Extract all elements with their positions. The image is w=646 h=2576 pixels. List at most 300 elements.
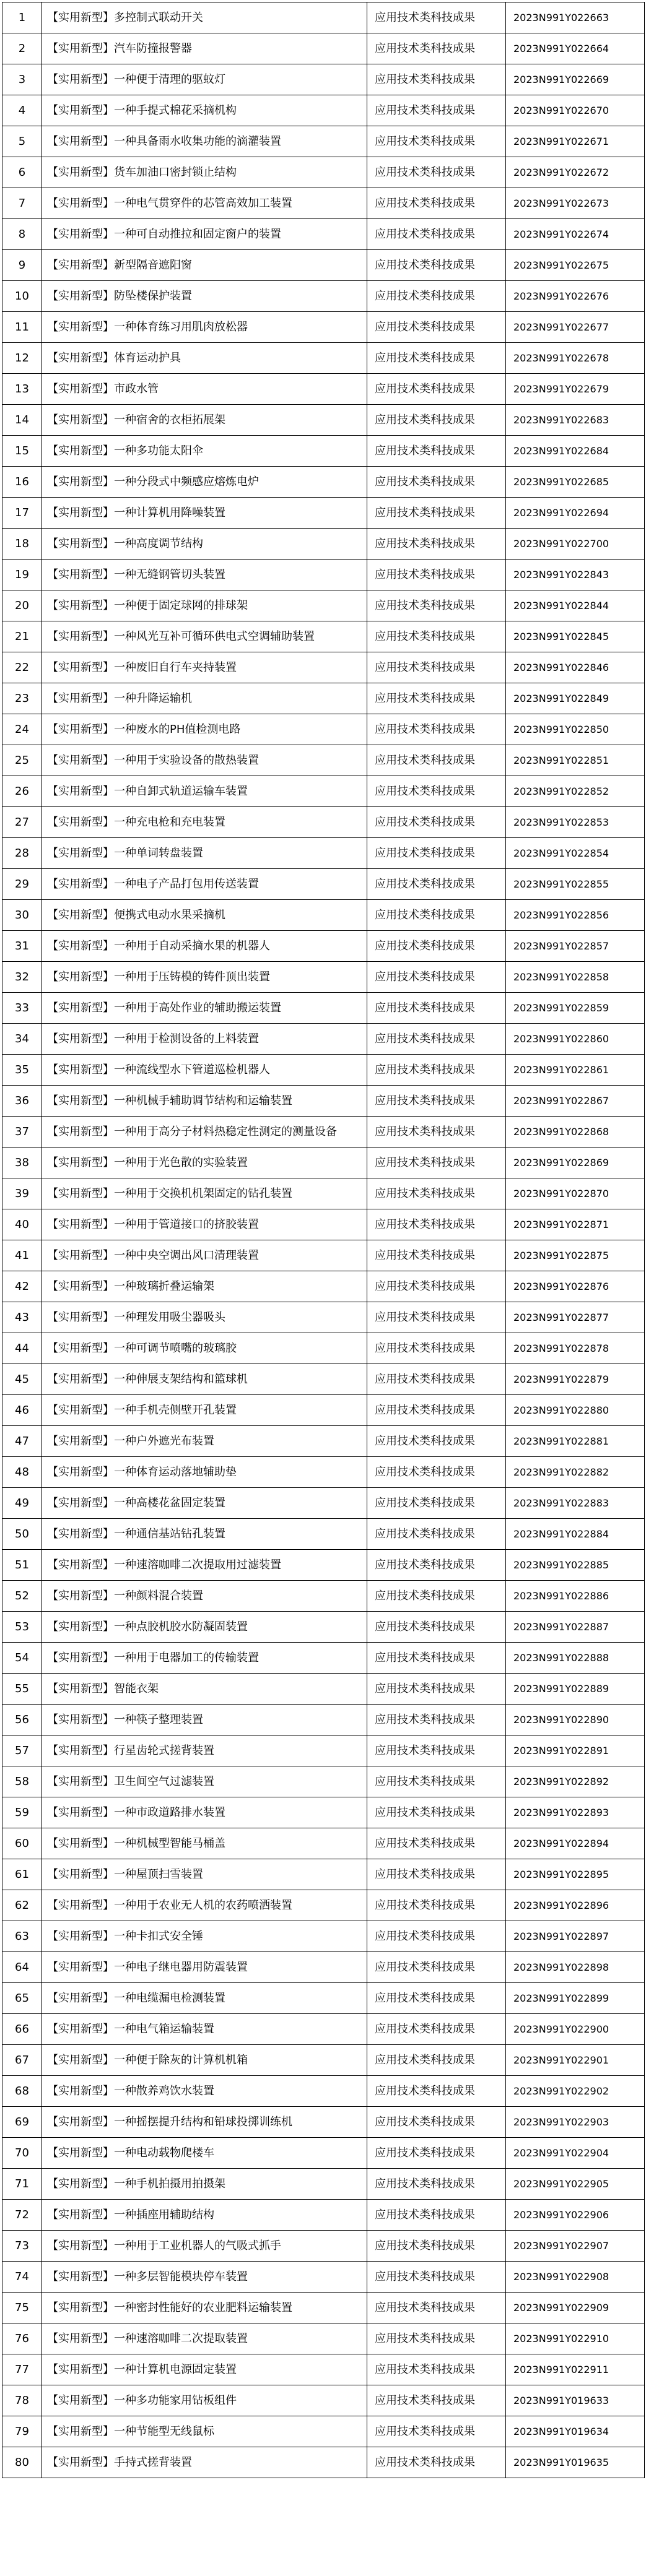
category-cell: 应用技术类科技成果 — [367, 1519, 506, 1550]
registration-code-cell: 2023N991Y022899 — [506, 1983, 645, 2014]
category-cell: 应用技术类科技成果 — [367, 1550, 506, 1581]
registration-code-cell: 2023N991Y022891 — [506, 1735, 645, 1766]
table-row — [2, 1581, 645, 1612]
category-cell: 应用技术类科技成果 — [367, 250, 506, 281]
category-cell: 应用技术类科技成果 — [367, 1024, 506, 1055]
category-cell: 应用技术类科技成果 — [367, 931, 506, 962]
registration-code-cell: 2023N991Y022676 — [506, 281, 645, 312]
registration-code-cell: 2023N991Y022844 — [506, 590, 645, 621]
category-cell: 应用技术类科技成果 — [367, 838, 506, 869]
category-cell: 应用技术类科技成果 — [367, 2200, 506, 2231]
registration-code-cell: 2023N991Y022870 — [506, 1178, 645, 1209]
registration-code-cell: 2023N991Y022683 — [506, 405, 645, 436]
registration-code-cell: 2023N991Y019633 — [506, 2385, 645, 2416]
registration-code-cell: 2023N991Y022887 — [506, 1612, 645, 1643]
row-number-cell: 24 — [2, 714, 42, 745]
table-row — [2, 188, 645, 219]
row-number-cell: 57 — [2, 1735, 42, 1766]
row-number-cell: 39 — [2, 1178, 42, 1209]
row-number-cell: 60 — [2, 1828, 42, 1859]
category-cell: 应用技术类科技成果 — [367, 312, 506, 343]
achievement-name-cell: 【实用新型】一种电气箱运输装置 — [42, 2014, 367, 2045]
registration-code-cell: 2023N991Y022909 — [506, 2293, 645, 2323]
achievement-name-cell: 【实用新型】一种高度调节结构 — [42, 529, 367, 560]
achievement-name-cell: 【实用新型】智能衣架 — [42, 1674, 367, 1705]
registration-code-cell: 2023N991Y022674 — [506, 219, 645, 250]
row-number-cell: 37 — [2, 1117, 42, 1148]
category-cell: 应用技术类科技成果 — [367, 2354, 506, 2385]
achievement-name-cell: 【实用新型】一种计算机电源固定装置 — [42, 2354, 367, 2385]
category-cell: 应用技术类科技成果 — [367, 1395, 506, 1426]
table-row — [2, 1209, 645, 1240]
table-row — [2, 219, 645, 250]
achievement-name-cell: 【实用新型】一种密封性能好的农业肥料运输装置 — [42, 2293, 367, 2323]
registration-code-cell: 2023N991Y022700 — [506, 529, 645, 560]
registration-code-cell: 2023N991Y022896 — [506, 1890, 645, 1921]
row-number-cell: 6 — [2, 157, 42, 188]
table-row — [2, 2323, 645, 2354]
registration-code-cell: 2023N991Y022849 — [506, 683, 645, 714]
achievement-name-cell: 【实用新型】一种速溶咖啡二次提取用过滤装置 — [42, 1550, 367, 1581]
table-row — [2, 1055, 645, 1086]
row-number-cell: 10 — [2, 281, 42, 312]
achievement-name-cell: 【实用新型】一种高楼花盆固定装置 — [42, 1488, 367, 1519]
registration-code-cell: 2023N991Y022685 — [506, 467, 645, 498]
table-row — [2, 1086, 645, 1117]
row-number-cell: 17 — [2, 498, 42, 529]
category-cell: 应用技术类科技成果 — [367, 2014, 506, 2045]
achievement-name-cell: 【实用新型】一种废水的PH值检测电路 — [42, 714, 367, 745]
table-row — [2, 1643, 645, 1674]
registration-code-cell: 2023N991Y022856 — [506, 900, 645, 931]
category-cell: 应用技术类科技成果 — [367, 2293, 506, 2323]
achievement-name-cell: 【实用新型】一种废旧自行车夹持装置 — [42, 652, 367, 683]
row-number-cell: 48 — [2, 1457, 42, 1488]
row-number-cell: 16 — [2, 467, 42, 498]
registration-code-cell: 2023N991Y022669 — [506, 64, 645, 95]
registration-code-cell: 2023N991Y022858 — [506, 962, 645, 993]
row-number-cell: 50 — [2, 1519, 42, 1550]
category-cell: 应用技术类科技成果 — [367, 1890, 506, 1921]
category-cell: 应用技术类科技成果 — [367, 2262, 506, 2293]
row-number-cell: 74 — [2, 2262, 42, 2293]
achievement-name-cell: 【实用新型】一种机械型智能马桶盖 — [42, 1828, 367, 1859]
category-cell: 应用技术类科技成果 — [367, 157, 506, 188]
table-row — [2, 1921, 645, 1952]
row-number-cell: 35 — [2, 1055, 42, 1086]
row-number-cell: 13 — [2, 374, 42, 405]
achievement-name-cell: 【实用新型】一种用于检测设备的上料装置 — [42, 1024, 367, 1055]
registration-code-cell: 2023N991Y022879 — [506, 1364, 645, 1395]
registration-code-cell: 2023N991Y022869 — [506, 1148, 645, 1178]
category-cell: 应用技术类科技成果 — [367, 2107, 506, 2138]
achievement-name-cell: 【实用新型】一种单词转盘装置 — [42, 838, 367, 869]
category-cell: 应用技术类科技成果 — [367, 1209, 506, 1240]
category-cell: 应用技术类科技成果 — [367, 1735, 506, 1766]
row-number-cell: 51 — [2, 1550, 42, 1581]
row-number-cell: 72 — [2, 2200, 42, 2231]
row-number-cell: 75 — [2, 2293, 42, 2323]
registration-code-cell: 2023N991Y022875 — [506, 1240, 645, 1271]
achievement-name-cell: 【实用新型】一种用于光色散的实验装置 — [42, 1148, 367, 1178]
table-row — [2, 776, 645, 807]
category-cell: 应用技术类科技成果 — [367, 2169, 506, 2200]
registration-code-cell: 2023N991Y022878 — [506, 1333, 645, 1364]
achievement-name-cell: 【实用新型】货车加油口密封锁止结构 — [42, 157, 367, 188]
table-row — [2, 281, 645, 312]
registration-code-cell: 2023N991Y022888 — [506, 1643, 645, 1674]
achievement-name-cell: 【实用新型】一种理发用吸尘器吸头 — [42, 1302, 367, 1333]
row-number-cell: 66 — [2, 2014, 42, 2045]
row-number-cell: 7 — [2, 188, 42, 219]
category-cell: 应用技术类科技成果 — [367, 436, 506, 467]
registration-code-cell: 2023N991Y022859 — [506, 993, 645, 1024]
category-cell: 应用技术类科技成果 — [367, 126, 506, 157]
registration-code-cell: 2023N991Y022897 — [506, 1921, 645, 1952]
table-row — [2, 621, 645, 652]
registration-code-cell: 2023N991Y022679 — [506, 374, 645, 405]
table-row — [2, 1426, 645, 1457]
registration-code-cell: 2023N991Y022857 — [506, 931, 645, 962]
achievement-name-cell: 【实用新型】一种点胶机胶水防凝固装置 — [42, 1612, 367, 1643]
registration-code-cell: 2023N991Y022901 — [506, 2045, 645, 2076]
category-cell: 应用技术类科技成果 — [367, 962, 506, 993]
row-number-cell: 14 — [2, 405, 42, 436]
table-row — [2, 652, 645, 683]
table-row — [2, 1859, 645, 1890]
table-row — [2, 2014, 645, 2045]
row-number-cell: 18 — [2, 529, 42, 560]
registration-code-cell: 2023N991Y022906 — [506, 2200, 645, 2231]
achievement-name-cell: 【实用新型】一种用于压铸模的铸件顶出装置 — [42, 962, 367, 993]
registration-code-cell: 2023N991Y022867 — [506, 1086, 645, 1117]
achievement-name-cell: 【实用新型】一种多功能家用钻板组件 — [42, 2385, 367, 2416]
category-cell: 应用技术类科技成果 — [367, 1797, 506, 1828]
row-number-cell: 43 — [2, 1302, 42, 1333]
category-cell: 应用技术类科技成果 — [367, 776, 506, 807]
category-cell: 应用技术类科技成果 — [367, 1055, 506, 1086]
achievement-name-cell: 【实用新型】一种电动载物爬楼车 — [42, 2138, 367, 2169]
registration-code-cell: 2023N991Y022664 — [506, 33, 645, 64]
category-cell: 应用技术类科技成果 — [367, 2323, 506, 2354]
table-row — [2, 312, 645, 343]
table-row — [2, 33, 645, 64]
row-number-cell: 45 — [2, 1364, 42, 1395]
category-cell: 应用技术类科技成果 — [367, 1240, 506, 1271]
table-row — [2, 1705, 645, 1735]
table-row — [2, 2045, 645, 2076]
row-number-cell: 32 — [2, 962, 42, 993]
row-number-cell: 30 — [2, 900, 42, 931]
table-row — [2, 1612, 645, 1643]
row-number-cell: 59 — [2, 1797, 42, 1828]
registration-code-cell: 2023N991Y022684 — [506, 436, 645, 467]
achievement-name-cell: 【实用新型】一种电缆漏电检测装置 — [42, 1983, 367, 2014]
registration-code-cell: 2023N991Y022883 — [506, 1488, 645, 1519]
category-cell: 应用技术类科技成果 — [367, 2447, 506, 2478]
category-cell: 应用技术类科技成果 — [367, 2076, 506, 2107]
category-cell: 应用技术类科技成果 — [367, 1859, 506, 1890]
achievement-name-cell: 【实用新型】多控制式联动开关 — [42, 2, 367, 33]
row-number-cell: 65 — [2, 1983, 42, 2014]
row-number-cell: 38 — [2, 1148, 42, 1178]
registration-code-cell: 2023N991Y019635 — [506, 2447, 645, 2478]
category-cell: 应用技术类科技成果 — [367, 2045, 506, 2076]
table-row — [2, 498, 645, 529]
row-number-cell: 77 — [2, 2354, 42, 2385]
category-cell: 应用技术类科技成果 — [367, 1457, 506, 1488]
row-number-cell: 26 — [2, 776, 42, 807]
category-cell: 应用技术类科技成果 — [367, 64, 506, 95]
category-cell: 应用技术类科技成果 — [367, 1148, 506, 1178]
achievement-name-cell: 【实用新型】一种伸展支架结构和篮球机 — [42, 1364, 367, 1395]
table-row — [2, 1148, 645, 1178]
row-number-cell: 73 — [2, 2231, 42, 2262]
registration-code-cell: 2023N991Y022903 — [506, 2107, 645, 2138]
registration-code-cell: 2023N991Y022882 — [506, 1457, 645, 1488]
row-number-cell: 42 — [2, 1271, 42, 1302]
category-cell: 应用技术类科技成果 — [367, 1426, 506, 1457]
achievement-name-cell: 【实用新型】一种手机壳侧壁开孔装置 — [42, 1395, 367, 1426]
achievement-name-cell: 【实用新型】一种颜料混合装置 — [42, 1581, 367, 1612]
registration-code-cell: 2023N991Y022671 — [506, 126, 645, 157]
row-number-cell: 64 — [2, 1952, 42, 1983]
achievement-name-cell: 【实用新型】一种机械手辅助调节结构和运输装置 — [42, 1086, 367, 1117]
achievement-name-cell: 【实用新型】一种可自动推拉和固定窗户的装置 — [42, 219, 367, 250]
achievement-name-cell: 【实用新型】一种用于自动采摘水果的机器人 — [42, 931, 367, 962]
achievement-name-cell: 【实用新型】一种体育运动落地辅助垫 — [42, 1457, 367, 1488]
achievement-name-cell: 【实用新型】一种分段式中频感应熔炼电炉 — [42, 467, 367, 498]
table-row — [2, 2447, 645, 2478]
achievement-name-cell: 【实用新型】一种用于农业无人机的农药喷洒装置 — [42, 1890, 367, 1921]
achievement-name-cell: 【实用新型】便携式电动水果采摘机 — [42, 900, 367, 931]
table-row — [2, 2076, 645, 2107]
category-cell: 应用技术类科技成果 — [367, 1921, 506, 1952]
achievement-name-cell: 【实用新型】一种充电枪和充电装置 — [42, 807, 367, 838]
table-row — [2, 1488, 645, 1519]
achievement-name-cell: 【实用新型】一种户外遮光布装置 — [42, 1426, 367, 1457]
registration-code-cell: 2023N991Y022845 — [506, 621, 645, 652]
table-row — [2, 1828, 645, 1859]
registration-code-cell: 2023N991Y022885 — [506, 1550, 645, 1581]
category-cell: 应用技术类科技成果 — [367, 2, 506, 33]
row-number-cell: 12 — [2, 343, 42, 374]
table-row — [2, 1890, 645, 1921]
registration-code-cell: 2023N991Y022907 — [506, 2231, 645, 2262]
achievement-name-cell: 【实用新型】一种用于高分子材料热稳定性测定的测量设备 — [42, 1117, 367, 1148]
registration-code-cell: 2023N991Y022881 — [506, 1426, 645, 1457]
row-number-cell: 11 — [2, 312, 42, 343]
table-row — [2, 1364, 645, 1395]
table-row — [2, 374, 645, 405]
table-row — [2, 2200, 645, 2231]
row-number-cell: 78 — [2, 2385, 42, 2416]
registration-code-cell: 2023N991Y022908 — [506, 2262, 645, 2293]
category-cell: 应用技术类科技成果 — [367, 33, 506, 64]
category-cell: 应用技术类科技成果 — [367, 95, 506, 126]
category-cell: 应用技术类科技成果 — [367, 529, 506, 560]
table-row — [2, 1519, 645, 1550]
table-row — [2, 1024, 645, 1055]
category-cell: 应用技术类科技成果 — [367, 1364, 506, 1395]
row-number-cell: 8 — [2, 219, 42, 250]
registration-code-cell: 2023N991Y022675 — [506, 250, 645, 281]
registration-code-cell: 2023N991Y022895 — [506, 1859, 645, 1890]
category-cell: 应用技术类科技成果 — [367, 714, 506, 745]
table-body — [2, 2, 645, 2478]
category-cell: 应用技术类科技成果 — [367, 1828, 506, 1859]
registration-code-cell: 2023N991Y022893 — [506, 1797, 645, 1828]
category-cell: 应用技术类科技成果 — [367, 1488, 506, 1519]
category-cell: 应用技术类科技成果 — [367, 1983, 506, 2014]
row-number-cell: 29 — [2, 869, 42, 900]
table-row — [2, 1735, 645, 1766]
achievement-name-cell: 【实用新型】一种多功能太阳伞 — [42, 436, 367, 467]
registration-code-cell: 2023N991Y022890 — [506, 1705, 645, 1735]
row-number-cell: 63 — [2, 1921, 42, 1952]
registration-code-cell: 2023N991Y022678 — [506, 343, 645, 374]
row-number-cell: 61 — [2, 1859, 42, 1890]
category-cell: 应用技术类科技成果 — [367, 1705, 506, 1735]
row-number-cell: 69 — [2, 2107, 42, 2138]
registration-code-cell: 2023N991Y022911 — [506, 2354, 645, 2385]
achievement-name-cell: 【实用新型】一种筷子整理装置 — [42, 1705, 367, 1735]
table-row — [2, 590, 645, 621]
achievement-name-cell: 【实用新型】一种风光互补可循环供电式空调辅助装置 — [42, 621, 367, 652]
registration-code-cell: 2023N991Y022898 — [506, 1952, 645, 1983]
table-row — [2, 2262, 645, 2293]
table-row — [2, 1457, 645, 1488]
row-number-cell: 21 — [2, 621, 42, 652]
achievement-name-cell: 【实用新型】一种多层智能模块停车装置 — [42, 2262, 367, 2293]
achievement-name-cell: 【实用新型】一种用于交换机机架固定的钻孔装置 — [42, 1178, 367, 1209]
table-row — [2, 2138, 645, 2169]
table-row — [2, 2293, 645, 2323]
category-cell: 应用技术类科技成果 — [367, 498, 506, 529]
registration-code-cell: 2023N991Y022673 — [506, 188, 645, 219]
achievement-name-cell: 【实用新型】一种电子继电器用防震装置 — [42, 1952, 367, 1983]
table-row — [2, 405, 645, 436]
category-cell: 应用技术类科技成果 — [367, 281, 506, 312]
row-number-cell: 47 — [2, 1426, 42, 1457]
category-cell: 应用技术类科技成果 — [367, 807, 506, 838]
registration-code-cell: 2023N991Y019634 — [506, 2416, 645, 2447]
row-number-cell: 76 — [2, 2323, 42, 2354]
table-row — [2, 714, 645, 745]
achievement-name-cell: 【实用新型】卫生间空气过滤装置 — [42, 1766, 367, 1797]
achievement-name-cell: 【实用新型】一种可调节喷嘴的玻璃胶 — [42, 1333, 367, 1364]
registration-code-cell: 2023N991Y022852 — [506, 776, 645, 807]
category-cell: 应用技术类科技成果 — [367, 900, 506, 931]
row-number-cell: 4 — [2, 95, 42, 126]
achievement-name-cell: 【实用新型】一种宿舍的衣柜拓展架 — [42, 405, 367, 436]
table-row — [2, 993, 645, 1024]
achievement-name-cell: 【实用新型】一种计算机用降噪装置 — [42, 498, 367, 529]
table-row — [2, 1674, 645, 1705]
row-number-cell: 1 — [2, 2, 42, 33]
table-row — [2, 1395, 645, 1426]
achievement-name-cell: 【实用新型】一种通信基站钻孔装置 — [42, 1519, 367, 1550]
table-row — [2, 683, 645, 714]
table-row — [2, 560, 645, 590]
category-cell: 应用技术类科技成果 — [367, 1302, 506, 1333]
category-cell: 应用技术类科技成果 — [367, 652, 506, 683]
registration-code-cell: 2023N991Y022853 — [506, 807, 645, 838]
row-number-cell: 22 — [2, 652, 42, 683]
table-row — [2, 126, 645, 157]
registration-code-cell: 2023N991Y022877 — [506, 1302, 645, 1333]
achievement-name-cell: 【实用新型】一种用于管道接口的挤胶装置 — [42, 1209, 367, 1240]
row-number-cell: 19 — [2, 560, 42, 590]
row-number-cell: 71 — [2, 2169, 42, 2200]
table-row — [2, 900, 645, 931]
table-row — [2, 1952, 645, 1983]
row-number-cell: 44 — [2, 1333, 42, 1364]
achievement-name-cell: 【实用新型】一种便于固定球网的排球架 — [42, 590, 367, 621]
achievement-name-cell: 【实用新型】一种用于实验设备的散热装置 — [42, 745, 367, 776]
row-number-cell: 40 — [2, 1209, 42, 1240]
registration-code-cell: 2023N991Y022672 — [506, 157, 645, 188]
row-number-cell: 31 — [2, 931, 42, 962]
category-cell: 应用技术类科技成果 — [367, 2416, 506, 2447]
category-cell: 应用技术类科技成果 — [367, 1643, 506, 1674]
table-row — [2, 807, 645, 838]
category-cell: 应用技术类科技成果 — [367, 374, 506, 405]
row-number-cell: 53 — [2, 1612, 42, 1643]
row-number-cell: 36 — [2, 1086, 42, 1117]
registration-code-cell: 2023N991Y022860 — [506, 1024, 645, 1055]
table-row — [2, 1333, 645, 1364]
achievement-name-cell: 【实用新型】一种插座用辅助结构 — [42, 2200, 367, 2231]
registration-code-cell: 2023N991Y022868 — [506, 1117, 645, 1148]
category-cell: 应用技术类科技成果 — [367, 1117, 506, 1148]
row-number-cell: 25 — [2, 745, 42, 776]
row-number-cell: 52 — [2, 1581, 42, 1612]
table-row — [2, 2169, 645, 2200]
category-cell: 应用技术类科技成果 — [367, 188, 506, 219]
achievement-name-cell: 【实用新型】一种速溶咖啡二次提取装置 — [42, 2323, 367, 2354]
table-row — [2, 962, 645, 993]
achievement-name-cell: 【实用新型】一种无缝钢管切头装置 — [42, 560, 367, 590]
category-cell: 应用技术类科技成果 — [367, 1612, 506, 1643]
achievement-name-cell: 【实用新型】一种便于清理的驱蚊灯 — [42, 64, 367, 95]
table-row — [2, 1117, 645, 1148]
category-cell: 应用技术类科技成果 — [367, 1086, 506, 1117]
table-row — [2, 1983, 645, 2014]
table-row — [2, 64, 645, 95]
achievement-name-cell: 【实用新型】一种节能型无线鼠标 — [42, 2416, 367, 2447]
row-number-cell: 23 — [2, 683, 42, 714]
category-cell: 应用技术类科技成果 — [367, 993, 506, 1024]
registration-code-cell: 2023N991Y022892 — [506, 1766, 645, 1797]
achievement-name-cell: 【实用新型】一种自卸式轨道运输车装置 — [42, 776, 367, 807]
table-row — [2, 2354, 645, 2385]
achievement-name-cell: 【实用新型】新型隔音遮阳窗 — [42, 250, 367, 281]
achievement-name-cell: 【实用新型】一种用于电器加工的传输装置 — [42, 1643, 367, 1674]
table-row — [2, 250, 645, 281]
row-number-cell: 2 — [2, 33, 42, 64]
table-row — [2, 1271, 645, 1302]
category-cell: 应用技术类科技成果 — [367, 1333, 506, 1364]
achievement-name-cell: 【实用新型】一种具备雨水收集功能的滴灌装置 — [42, 126, 367, 157]
registration-code-cell: 2023N991Y022889 — [506, 1674, 645, 1705]
row-number-cell: 5 — [2, 126, 42, 157]
category-cell: 应用技术类科技成果 — [367, 621, 506, 652]
registration-code-cell: 2023N991Y022850 — [506, 714, 645, 745]
achievement-name-cell: 【实用新型】一种流线型水下管道巡检机器人 — [42, 1055, 367, 1086]
registration-code-cell: 2023N991Y022670 — [506, 95, 645, 126]
registration-code-cell: 2023N991Y022886 — [506, 1581, 645, 1612]
